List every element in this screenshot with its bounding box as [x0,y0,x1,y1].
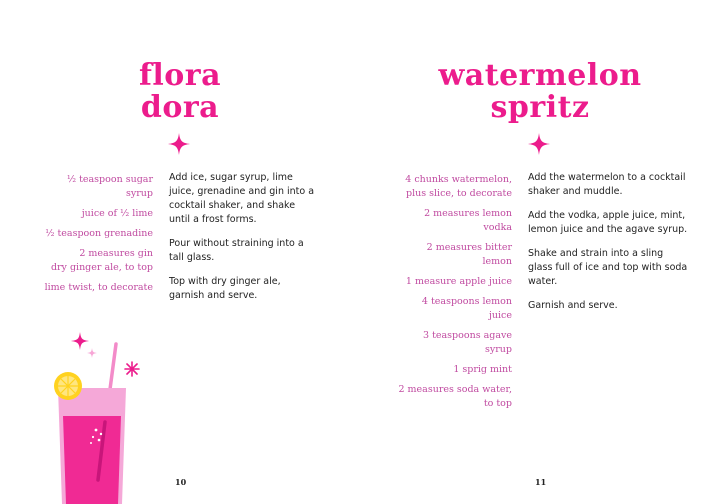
ingredients-list [398,173,512,417]
page-number: 10 [175,477,187,487]
ingredient-item: 4 chunks watermelon, plus slice, to decorate [405,174,512,199]
method-step: Add ice, sugar syrup, lime juice, grenadine and gin into a cocktail shaker, and shake until a frost forms. [169,172,315,225]
ingredient-item: 2 measures soda water, to top [398,384,512,409]
method-step: Top with dry ginger ale, garnish and serve. [169,276,281,301]
method-text [528,171,688,323]
title-line-1: flora [138,58,222,93]
title-line-1: watermelon [438,58,642,93]
ingredients-list [40,173,153,301]
recipe-title [360,60,720,124]
ingredient-item: lime twist, to decorate [44,282,153,293]
ingredient-item: 2 measures bitter lemon [426,242,512,267]
ingredient-item: 4 teaspoons lemon juice [421,296,512,321]
ingredient-item: dry ginger ale, to top [50,262,153,273]
page-number: 11 [535,477,547,487]
four-point-star-icon [528,133,550,155]
ingredient-item: juice of ½ lime [81,208,153,219]
method-text [169,171,315,313]
ingredient-item: 1 sprig mint [453,364,512,375]
method-step: Shake and strain into a sling glass full of ice and top with soda water. [528,248,688,287]
pink-cocktail-with-straw-and-lemon-icon [50,330,150,504]
title-line-2: dora [140,90,220,125]
ingredient-item: 3 teaspoons agave syrup [423,330,512,355]
ingredient-item: ½ teaspoon grenadine [45,228,153,239]
method-step: Garnish and serve. [528,300,618,311]
four-point-star-icon [168,133,190,155]
title-line-2: spritz [490,90,590,125]
method-step: Add the vodka, apple juice, mint, lemon juice and the agave syrup. [528,210,688,235]
ingredient-item: ½ teaspoon sugar syrup [66,174,153,199]
recipe-title [0,60,360,124]
method-step: Pour without straining into a tall glass. [169,238,304,263]
method-step: Add the watermelon to a cocktail shaker and muddle. [528,172,686,197]
ingredient-item: 2 measures gin [79,248,153,259]
ingredient-item: 2 measures lemon vodka [424,208,512,233]
ingredient-item: 1 measure apple juice [405,276,512,287]
right-page [360,0,720,504]
